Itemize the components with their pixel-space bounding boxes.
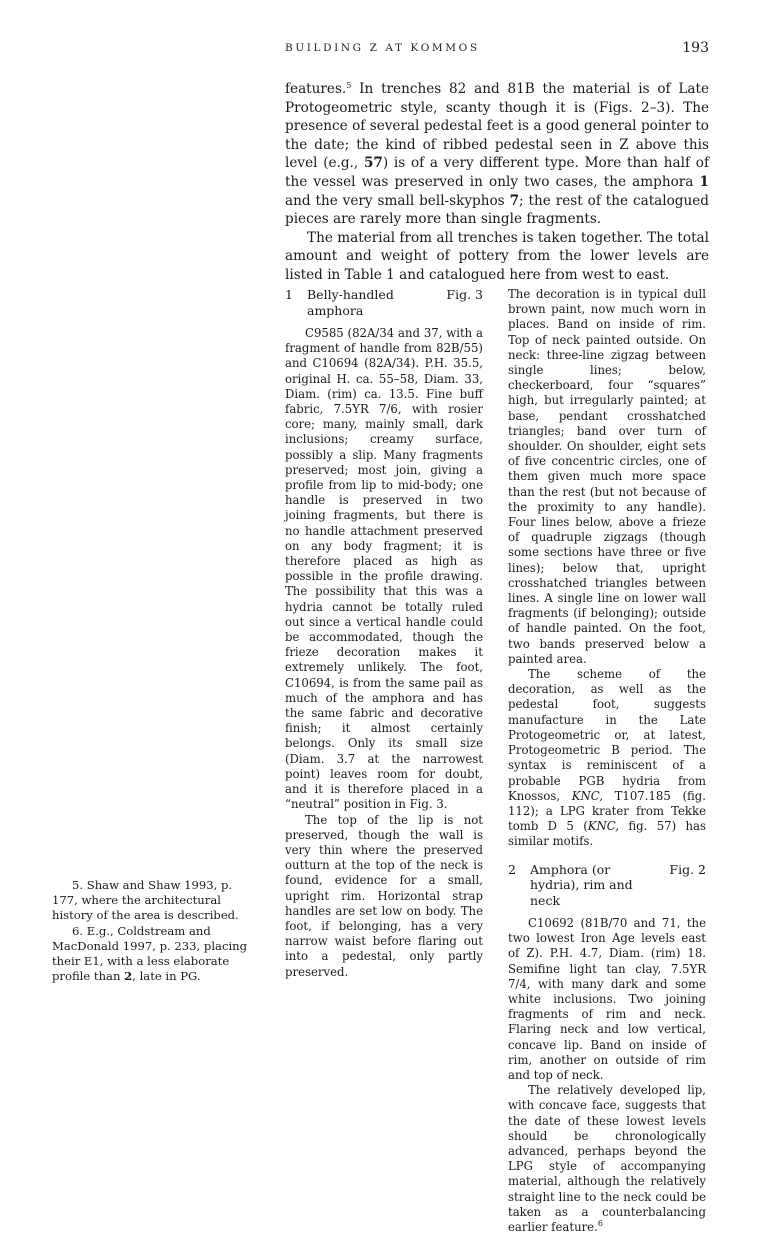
catalogue-paragraph: C10692 (81B/70 and 71, the two lowest Iron Age levels east of Z). P.H. 4.7, Diam. (rim) 18. Semifine light tan clay, 7.5YR 7/4, with many dark and some white inclusions. Two joining fragments of rim and neck. Flaring neck and low vertical, concave lip. Band on inside of rim, another on outside of rim and top of neck.	[508, 916, 706, 1083]
figure-reference: Fig. 3	[446, 287, 483, 302]
catalogue-ref: 7	[509, 192, 520, 209]
text-span: ) is of a very different type. More than half of the vessel was preserved in only two cases, the amphora	[285, 155, 709, 190]
text-span: , late in PG.	[132, 969, 201, 984]
intro-paragraph	[285, 80, 709, 229]
footnote-6	[52, 924, 260, 985]
page-header	[285, 40, 709, 60]
text-span: 6. E.g., Coldstream and MacDonald 1997, p. 233, placing their E1, with a less elaborate profile than	[52, 923, 248, 984]
figure-reference: Fig. 2	[669, 861, 706, 877]
running-head: BUILDING Z AT KOMMOS	[285, 42, 480, 54]
intro-paragraph: The material from all trenches is taken together. The total amount and weight of pottery from the lower levels are listed in Table 1 and catalogued here from west to east.	[285, 229, 709, 283]
footnote-ref-5: 5	[346, 81, 352, 90]
catalogue-paragraph-continued: The decoration is in typical dull brown paint, now much worn in places. Band on inside of rim. Top of neck painted outside. On neck: three-line zigzag between single lines; below, checkerboard, four “squares” high, but irregularly painted; at base, pendant crosshatched triangles; band over turn of shoulder. On shoulder, eight sets of five concentric circles, one of them given much more space than the rest (but not because of the proximity to any handle). Four lines below, above a frieze of quadruple zigzags (though some sections have three or five lines); below that, upright crosshatched triangles between lines. A single line on lower wall fragments (if belonging); outside of handle painted. On the foot, two bands preserved below a painted area.	[508, 287, 706, 666]
catalogue-entry-heading	[285, 287, 483, 318]
page-number: 193	[682, 40, 709, 56]
footnote-5: 5. Shaw and Shaw 1993, p. 177, where the architectural history of the area is described.	[52, 878, 239, 923]
catalogue-paragraph	[508, 667, 706, 849]
intro-text	[285, 80, 709, 285]
catalogue-number: 2	[508, 861, 516, 877]
text-span: The relatively developed lip, with concave face, suggests that the date of these lowest levels should be chronologically advanced, perhaps beyond the LPG style of accompanying material, although the relatively straight line to the neck could be taken as a counterbalancing earlier feature.	[508, 1083, 706, 1235]
catalogue-number: 1	[285, 287, 293, 302]
catalogue-column-left	[285, 287, 483, 980]
footnote-ref-6: 6	[597, 1219, 603, 1229]
italic-ref: KNC,	[571, 788, 603, 803]
catalogue-paragraph: The top of the lip is not preserved, though the wall is very thin where the preserved outturn at the top of the neck is found, evidence for a small, upright rim. Horizontal strap handles are set low on body. The foot, if belonging, has a very narrow waist before flaring out into a pedestal, only partly preserved.	[285, 812, 483, 979]
text-span: features.	[285, 81, 347, 97]
text-span: In trenches 82 and 81B the material is of Late Protogeometric style, scanty though it is (Figs. 2–3). The presence of several pedestal feet is a good general pointer to the date; the kind of ribbed pedestal seen in Z above this level (e.g.,	[285, 81, 709, 172]
footnotes	[52, 878, 260, 984]
text-span: and the very small bell-skyphos	[285, 192, 510, 209]
text-span: T107.185 (fig. 112); a LPG krater from Tekke tomb D 5 (	[508, 788, 706, 834]
catalogue-entry-heading	[508, 862, 706, 909]
catalogue-paragraph: C9585 (82A/34 and 37, with a fragment of handle from 82B/55) and C10694 (82A/34). P.H. 35.5, original H. ca. 55–58, Diam. 33, Diam. (rim) ca. 13.5. Fine buff fabric, 7.5YR 7/6, with rosier core; many, mainly small, dark inclusions; creamy surface, possibly a slip. Many fragments preserved; most join, giving a profile from lip to mid-body; one handle is preserved in two joining fragments, but there is no handle attachment preserved on any body fragment; it is therefore placed as high as possible in the profile drawing. The possibility that this was a hydria cannot be totally ruled out since a vertical handle could be accommodated, though the frieze decoration makes it extremely unlikely. The foot, C10694, is from the same pail as much of the amphora and has the same fabric and decorative finish; it almost certainly belongs. Only its small size (Diam. 3.7 at the narrowest point) leaves room for doubt, and it is therefore placed in a “neutral” position in Fig. 3.	[285, 326, 483, 812]
catalogue-paragraph	[508, 1083, 706, 1235]
catalogue-title: Belly-handled amphora	[307, 287, 394, 318]
catalogue-column-right	[508, 287, 706, 1235]
text-span: fig. 57) has similar motifs.	[508, 819, 707, 849]
catalogue-ref: 2	[124, 969, 133, 984]
italic-ref: KNC,	[587, 819, 619, 834]
catalogue-title: Amphora (or hydria), rim and neck	[530, 861, 633, 908]
text-span: The scheme of the decoration, as well as the pedestal foot, suggests manufacture in the Late Protogeometric or, at latest, Protogeometric B period. The syntax is reminiscent of a probable PGB hydria from Knossos,	[508, 667, 706, 803]
catalogue-ref: 1	[699, 173, 709, 190]
text-span: ; the rest of the catalogued pieces are rarely more than single fragments.	[285, 192, 709, 228]
catalogue-ref: 57	[363, 155, 383, 172]
